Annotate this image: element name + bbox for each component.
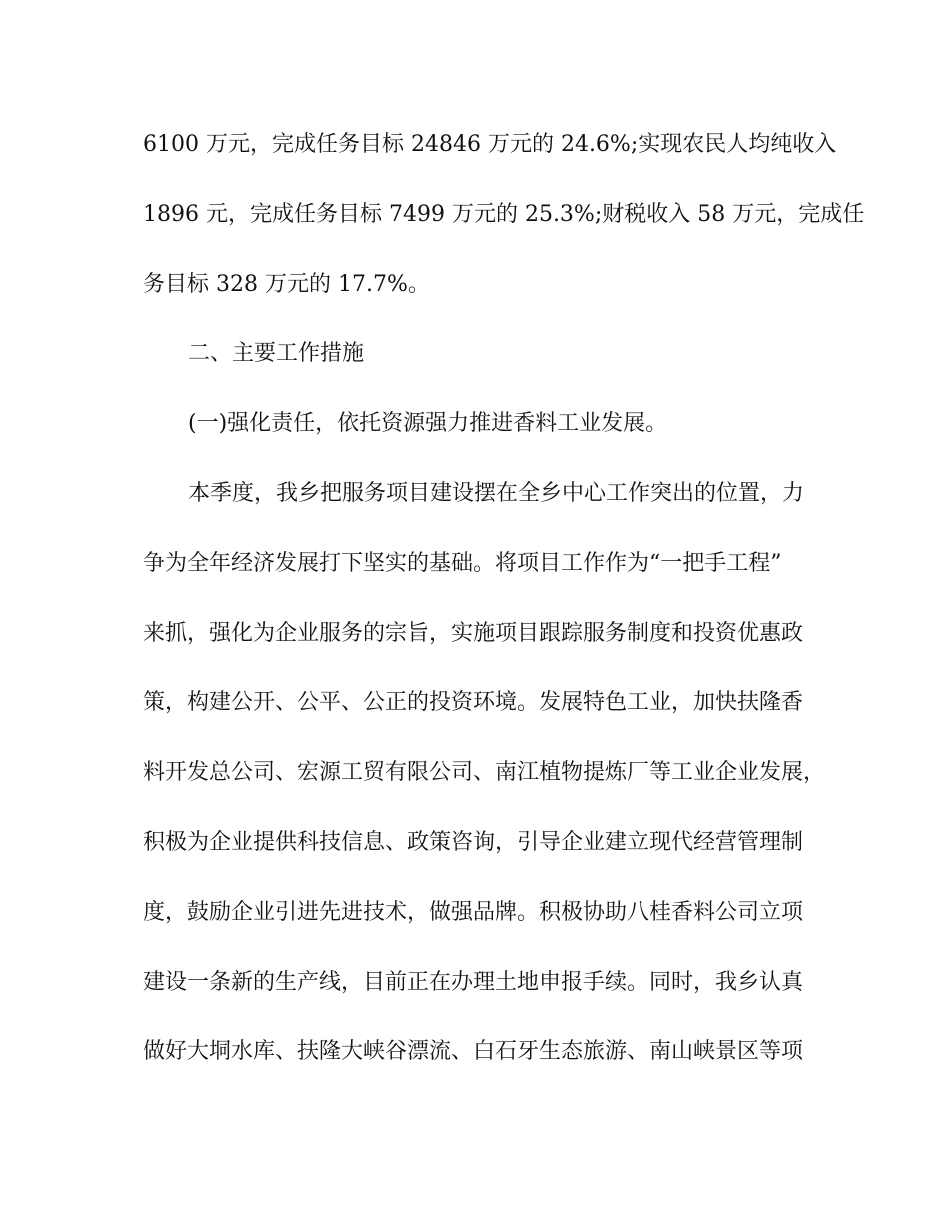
paragraph-first-line: 本季度，我乡把服务项目建设摆在全乡中心工作突出的位置，力 bbox=[188, 480, 805, 506]
text-line: 争为全年经济发展打下坚实的基础。将项目工作作为“一把手工程” bbox=[143, 550, 782, 576]
text-line: 6100 万元，完成任务目标 24846 万元的 24.6%;实现农民人均纯收入 bbox=[143, 132, 837, 157]
body-text bbox=[143, 120, 865, 1097]
section-heading: 二、主要工作措施 bbox=[188, 341, 365, 367]
text-line: 料开发总公司、宏源工贸有限公司、南江植物提炼厂等工业企业发展， bbox=[143, 760, 826, 786]
text-line: 1896 元，完成任务目标 7499 万元的 25.3%;财税收入 58 万元，完成任 bbox=[143, 201, 865, 227]
text-line: 策，构建公开、公平、公正的投资环境。发展特色工业，加快扶隆香 bbox=[143, 690, 804, 716]
text-line: 积极为企业提供科技信息、政策咨询，引导企业建立现代经营管理制 bbox=[143, 829, 804, 855]
text-line: 建设一条新的生产线，目前正在办理土地申报手续。同时，我乡认真 bbox=[143, 969, 804, 995]
text-line: 做好大垌水库、扶隆大峡谷漂流、白石牙生态旅游、南山峡景区等项 bbox=[143, 1039, 804, 1065]
text-line: 度，鼓励企业引进先进技术，做强品牌。积极协助八桂香料公司立项 bbox=[143, 899, 804, 925]
subsection-heading: (一)强化责任，依托资源强力推进香料工业发展。 bbox=[188, 411, 668, 437]
text-line: 来抓，强化为企业服务的宗旨，实施项目跟踪服务制度和投资优惠政 bbox=[143, 620, 804, 646]
text-line: 务目标 328 万元的 17.7%。 bbox=[143, 271, 430, 297]
